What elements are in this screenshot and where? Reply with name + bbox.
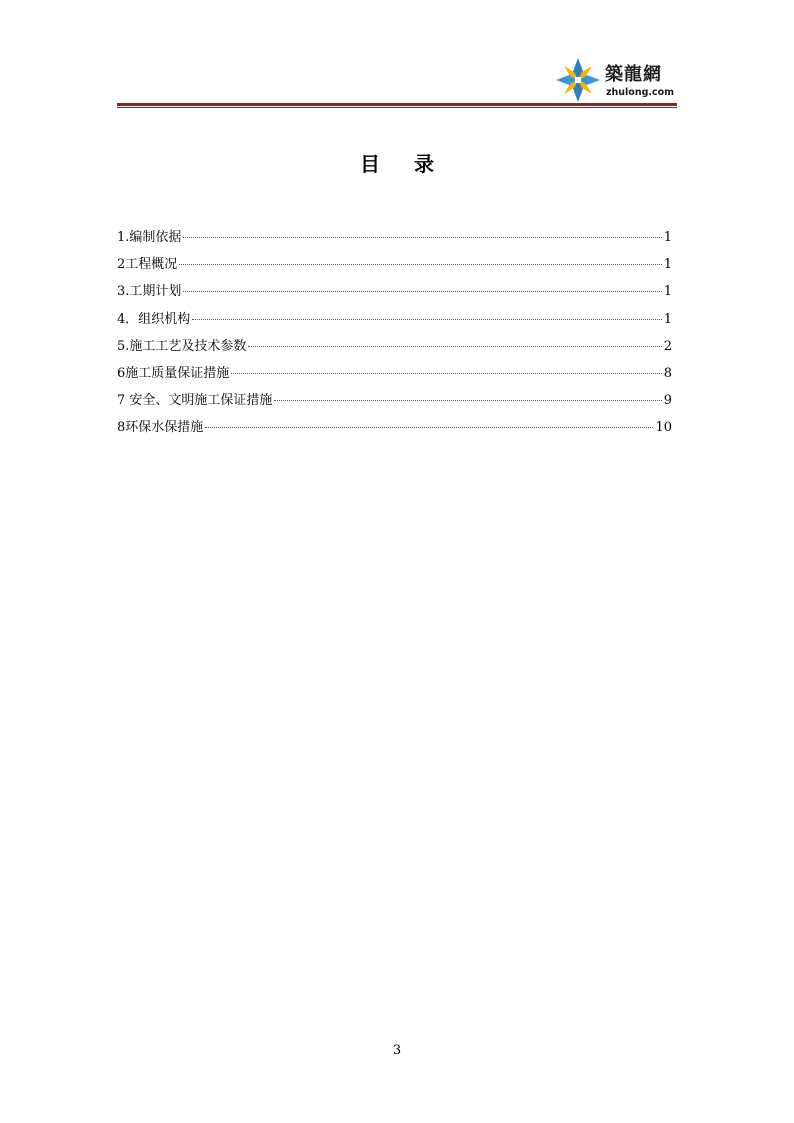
toc-entry-text: 5.施工工艺及技术参数 [117, 338, 247, 354]
toc-leader-dots [274, 399, 661, 401]
toc-entry-page: 10 [655, 420, 672, 436]
logo-chinese-text: 築龍網 [605, 64, 662, 85]
toc-entry-page: 1 [663, 257, 672, 273]
zhulong-logo-icon [554, 56, 602, 104]
header-logo [554, 56, 679, 104]
toc-entry[interactable] [117, 337, 672, 364]
header-rule-thin [117, 107, 677, 108]
toc-leader-dots [205, 426, 653, 428]
toc-entry[interactable] [117, 282, 672, 309]
toc-entry[interactable] [117, 364, 672, 391]
toc-entry-text: 7 安全、文明施工保证措施 [117, 393, 273, 409]
toc-leader-dots [183, 290, 661, 292]
toc-entry[interactable] [117, 391, 672, 418]
toc-entry-text: 6施工质量保证措施 [117, 365, 230, 381]
toc-leader-dots [248, 345, 661, 347]
toc-entry[interactable] [117, 255, 672, 282]
toc-title-left: 目 [360, 152, 380, 176]
toc-entry-page: 8 [663, 365, 672, 381]
toc-entry-page: 1 [663, 230, 672, 245]
toc-entry-page: 1 [663, 284, 672, 300]
toc-entry-text: 2工程概况 [117, 257, 178, 273]
page-number: 3 [392, 1043, 402, 1058]
table-of-contents [117, 228, 672, 446]
header-rule-thick [117, 103, 677, 106]
toc-leader-dots [231, 372, 661, 374]
toc-entry-text: 8环保水保措施 [117, 420, 204, 436]
toc-title-right: 录 [414, 152, 434, 176]
toc-leader-dots [192, 318, 661, 320]
toc-entry-page: 9 [663, 393, 672, 409]
toc-entry[interactable] [117, 418, 672, 445]
toc-entry-text: 3.工期计划 [117, 284, 182, 300]
logo-url-text: zhulong.com [606, 87, 675, 98]
toc-leader-dots [183, 236, 661, 238]
toc-leader-dots [179, 263, 661, 265]
toc-entry-page: 1 [663, 311, 672, 327]
toc-entry[interactable] [117, 228, 672, 255]
toc-entry[interactable] [117, 310, 672, 337]
toc-title [0, 148, 794, 177]
toc-entry-text: 4．组织机构 [117, 311, 191, 327]
toc-entry-text: 1.编制依据 [117, 230, 182, 245]
toc-entry-page: 2 [663, 338, 672, 354]
